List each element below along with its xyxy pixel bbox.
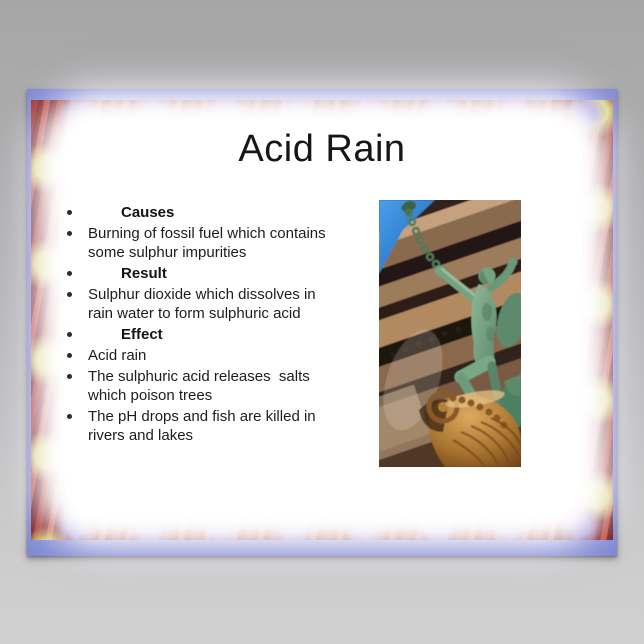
slide-title: Acid Rain — [238, 128, 406, 170]
list-item-text: Burning of fossil fuel which contains some sulphur impurities — [88, 225, 326, 261]
list-item — [67, 325, 393, 344]
list-item-text: The pH drops and fish are killed in rivers and lakes — [88, 408, 316, 444]
list-item-text: Effect — [121, 326, 163, 343]
list-item — [67, 407, 393, 445]
bullet-icon — [67, 374, 72, 379]
statue-photo — [379, 200, 521, 467]
list-item-text: The sulphuric acid releases salts which poison trees — [88, 368, 310, 404]
bullet-icon — [67, 414, 72, 419]
list-item-text: Sulphur dioxide which dissolves in rain water to form sulphuric acid — [88, 286, 316, 322]
bullet-list — [67, 203, 393, 447]
list-item — [67, 203, 393, 222]
bullet-icon — [67, 332, 72, 337]
list-item-text: Acid rain — [88, 347, 147, 364]
slide-content — [27, 89, 617, 556]
list-item — [67, 285, 393, 323]
list-item — [67, 367, 393, 405]
list-item — [67, 346, 393, 365]
list-item-text: Result — [121, 265, 167, 282]
poster — [27, 89, 617, 556]
list-item — [67, 224, 393, 262]
list-item — [67, 264, 393, 283]
bullet-icon — [67, 271, 72, 276]
bullet-icon — [67, 292, 72, 297]
list-item-text: Causes — [121, 204, 175, 221]
bullet-icon — [67, 231, 72, 236]
bullet-icon — [67, 210, 72, 215]
bullet-icon — [67, 353, 72, 358]
